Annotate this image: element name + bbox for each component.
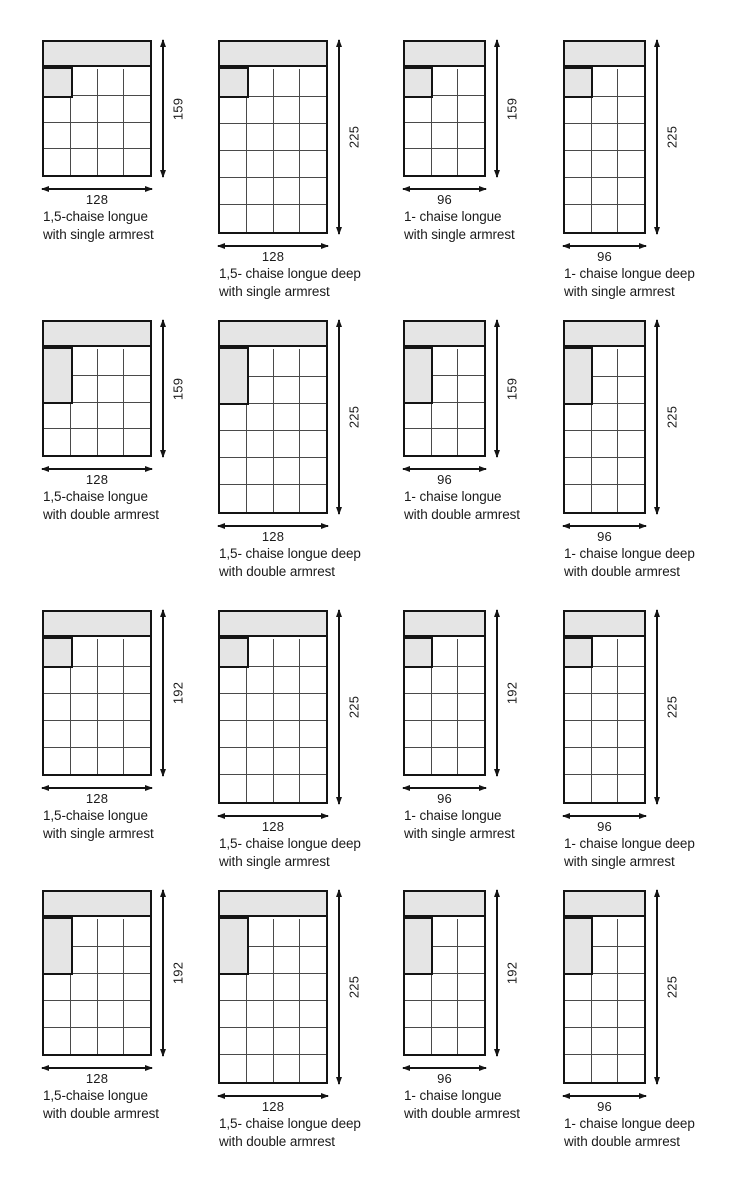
grid-line — [44, 148, 150, 149]
label-line-2: with double armrest — [43, 1105, 159, 1121]
backrest — [220, 612, 326, 637]
dimension-line — [218, 245, 328, 247]
diagram-label — [219, 835, 361, 870]
label-line-2: with single armrest — [564, 853, 675, 869]
dimension-line — [563, 815, 646, 817]
grid-line — [220, 457, 326, 458]
backrest — [405, 612, 484, 637]
armrest — [563, 67, 593, 98]
sofa-outline — [218, 40, 328, 234]
label-line-2: with single armrest — [404, 825, 515, 841]
height-dimension-arrow — [338, 890, 374, 1084]
dimension-line — [218, 525, 328, 527]
grid-line — [565, 720, 644, 721]
dimension-line — [496, 610, 498, 776]
grid-line — [405, 693, 484, 694]
backrest — [44, 892, 150, 917]
height-dimension-arrow — [656, 320, 692, 514]
dimension-line — [162, 320, 164, 457]
height-dimension-arrow — [162, 40, 198, 177]
grid-line — [220, 123, 326, 124]
armrest — [218, 347, 249, 405]
height-dimension-arrow — [338, 40, 374, 234]
width-value: 96 — [437, 790, 452, 806]
height-dimension-arrow — [496, 610, 532, 776]
width-dimension-arrow — [218, 1095, 328, 1114]
width-value: 96 — [597, 1098, 612, 1114]
dimension-line — [338, 40, 340, 234]
label-line-1: 1- chaise longue deep — [564, 1116, 695, 1131]
grid-line — [405, 148, 484, 149]
dimension-line — [496, 320, 498, 457]
grid-line — [405, 1027, 484, 1028]
sofa-plan-diagram — [403, 610, 520, 841]
label-line-2: with double armrest — [564, 1133, 680, 1149]
armrest — [403, 917, 433, 975]
grid-line — [220, 1000, 326, 1001]
armrest — [218, 917, 249, 975]
label-line-1: 1,5- chaise longue deep — [219, 266, 361, 281]
sofa-plan-diagram — [563, 610, 695, 869]
grid-line — [123, 639, 124, 774]
height-dimension-arrow — [496, 890, 532, 1056]
armrest — [42, 67, 73, 98]
dimension-line — [496, 890, 498, 1056]
width-value: 128 — [261, 528, 285, 544]
height-value: 192 — [504, 681, 520, 705]
diagram-label — [43, 807, 154, 842]
grid-line — [565, 177, 644, 178]
dimension-line — [162, 610, 164, 776]
grid-line — [44, 1027, 150, 1028]
grid-line — [220, 720, 326, 721]
width-value: 96 — [597, 528, 612, 544]
width-dimension-arrow — [403, 1067, 486, 1086]
height-dimension-arrow — [656, 40, 692, 234]
grid-line — [97, 919, 98, 1054]
width-value: 128 — [261, 818, 285, 834]
sofa-outline — [563, 610, 646, 804]
diagram-label — [43, 1087, 159, 1122]
diagram-label — [43, 488, 159, 523]
width-dimension-arrow — [42, 468, 152, 487]
label-line-2: with single armrest — [219, 853, 330, 869]
diagram-label — [404, 1087, 520, 1122]
height-value: 192 — [170, 681, 186, 705]
label-line-2: with double armrest — [404, 506, 520, 522]
width-dimension-arrow — [403, 188, 486, 207]
height-dimension-arrow — [656, 890, 692, 1084]
grid-line — [220, 204, 326, 205]
grid-line — [565, 1000, 644, 1001]
label-line-1: 1,5- chaise longue deep — [219, 1116, 361, 1131]
label-line-2: with double armrest — [219, 1133, 335, 1149]
armrest — [403, 637, 433, 668]
label-line-1: 1- chaise longue deep — [564, 266, 695, 281]
grid-line — [457, 639, 458, 774]
label-line-2: with single armrest — [43, 226, 154, 242]
grid-line — [565, 1027, 644, 1028]
sofa-plan-diagram — [42, 610, 186, 841]
sofa-plan-diagram — [218, 320, 362, 579]
sofa-plan-diagram — [218, 890, 362, 1149]
diagram-label — [404, 208, 515, 243]
width-dimension-arrow — [563, 245, 646, 264]
sofa-outline — [218, 890, 328, 1084]
height-value: 225 — [346, 695, 362, 719]
width-dimension-arrow — [218, 245, 328, 264]
label-line-2: with double armrest — [564, 563, 680, 579]
dimension-line — [42, 468, 152, 470]
dimension-line — [656, 610, 658, 804]
armrest — [42, 637, 73, 668]
sofa-plan-diagram — [403, 890, 520, 1121]
dimension-line — [656, 890, 658, 1084]
height-value: 159 — [504, 97, 520, 120]
grid-line — [220, 484, 326, 485]
dimension-line — [162, 890, 164, 1056]
height-value: 225 — [346, 405, 362, 429]
sofa-outline — [403, 610, 486, 776]
grid-line — [565, 1054, 644, 1055]
dimension-line — [403, 787, 486, 789]
height-value: 225 — [664, 695, 680, 719]
sofa-plan-diagram — [218, 40, 362, 299]
label-line-1: 1,5-chaise longue — [43, 1088, 148, 1103]
dimension-line — [496, 40, 498, 177]
grid-line — [565, 204, 644, 205]
dimension-line — [42, 787, 152, 789]
height-dimension-arrow — [496, 40, 532, 177]
backrest — [565, 322, 644, 347]
width-value: 128 — [85, 471, 109, 487]
width-value: 96 — [437, 191, 452, 207]
label-line-2: with double armrest — [219, 563, 335, 579]
backrest — [220, 322, 326, 347]
grid-line — [565, 484, 644, 485]
width-value: 128 — [85, 1070, 109, 1086]
dimension-line — [42, 1067, 152, 1069]
label-line-2: with single armrest — [404, 226, 515, 242]
label-line-1: 1- chaise longue — [404, 808, 502, 823]
dimension-line — [563, 525, 646, 527]
height-dimension-arrow — [338, 610, 374, 804]
height-dimension-arrow — [338, 320, 374, 514]
grid-line — [405, 747, 484, 748]
width-dimension-arrow — [403, 787, 486, 806]
grid-line — [220, 1027, 326, 1028]
label-line-1: 1,5-chaise longue — [43, 489, 148, 504]
width-value: 128 — [85, 790, 109, 806]
height-value: 225 — [346, 125, 362, 149]
grid-line — [44, 693, 150, 694]
grid-line — [405, 720, 484, 721]
backrest — [220, 42, 326, 67]
label-line-2: with single armrest — [564, 283, 675, 299]
width-dimension-arrow — [42, 1067, 152, 1086]
backrest — [44, 322, 150, 347]
label-line-1: 1- chaise longue — [404, 209, 502, 224]
diagram-label — [404, 807, 515, 842]
backrest — [405, 42, 484, 67]
grid-line — [220, 150, 326, 151]
grid-line — [405, 1000, 484, 1001]
dimension-line — [218, 1095, 328, 1097]
grid-line — [220, 177, 326, 178]
backrest — [565, 42, 644, 67]
grid-line — [220, 747, 326, 748]
width-dimension-arrow — [218, 525, 328, 544]
width-value: 96 — [597, 248, 612, 264]
dimension-line — [162, 40, 164, 177]
grid-line — [565, 123, 644, 124]
sofa-plan-diagram — [563, 890, 695, 1149]
dimension-line — [403, 188, 486, 190]
backrest — [565, 612, 644, 637]
backrest — [565, 892, 644, 917]
armrest — [563, 347, 593, 405]
height-value: 159 — [504, 377, 520, 400]
grid-line — [220, 430, 326, 431]
width-dimension-arrow — [563, 525, 646, 544]
sofa-outline — [403, 320, 486, 457]
sofa-plan-diagram — [563, 320, 695, 579]
dimension-line — [403, 1067, 486, 1069]
label-line-1: 1,5-chaise longue — [43, 209, 148, 224]
height-value: 225 — [346, 975, 362, 999]
grid-line — [405, 428, 484, 429]
diagram-label — [564, 545, 695, 580]
width-value: 96 — [437, 471, 452, 487]
height-value: 225 — [664, 125, 680, 149]
dimension-line — [218, 815, 328, 817]
diagram-label — [564, 835, 695, 870]
label-line-2: with double armrest — [43, 506, 159, 522]
label-line-2: with single armrest — [43, 825, 154, 841]
backrest — [44, 42, 150, 67]
armrest — [403, 67, 433, 98]
sofa-plan-diagram — [563, 40, 695, 299]
armrest — [403, 347, 433, 404]
armrest — [218, 67, 249, 98]
sofa-plan-diagram — [403, 40, 520, 242]
grid-line — [220, 774, 326, 775]
sofa-outline — [563, 320, 646, 514]
width-dimension-arrow — [563, 815, 646, 834]
grid-line — [44, 720, 150, 721]
height-dimension-arrow — [162, 320, 198, 457]
armrest — [42, 347, 73, 404]
grid-line — [44, 1000, 150, 1001]
width-value: 128 — [261, 1098, 285, 1114]
grid-line — [123, 919, 124, 1054]
grid-line — [44, 428, 150, 429]
backrest — [220, 892, 326, 917]
grid-line — [565, 457, 644, 458]
label-line-1: 1- chaise longue deep — [564, 836, 695, 851]
width-dimension-arrow — [563, 1095, 646, 1114]
height-value: 192 — [504, 961, 520, 985]
dimension-line — [656, 320, 658, 514]
label-line-1: 1,5- chaise longue deep — [219, 546, 361, 561]
sofa-outline — [218, 610, 328, 804]
grid-line — [565, 747, 644, 748]
height-value: 159 — [170, 377, 186, 400]
sofa-outline — [42, 40, 152, 177]
diagram-label — [219, 265, 361, 300]
width-value: 128 — [85, 191, 109, 207]
height-value: 225 — [664, 405, 680, 429]
sofa-outline — [403, 890, 486, 1056]
width-dimension-arrow — [42, 787, 152, 806]
sofa-outline — [218, 320, 328, 514]
width-dimension-arrow — [218, 815, 328, 834]
height-value: 192 — [170, 961, 186, 985]
label-line-1: 1,5- chaise longue deep — [219, 836, 361, 851]
width-value: 96 — [437, 1070, 452, 1086]
sofa-plan-diagram — [403, 320, 520, 522]
sofa-outline — [403, 40, 486, 177]
grid-line — [44, 122, 150, 123]
label-line-1: 1,5-chaise longue — [43, 808, 148, 823]
height-dimension-arrow — [656, 610, 692, 804]
label-line-2: with single armrest — [219, 283, 330, 299]
diagram-label — [43, 208, 154, 243]
diagram-label — [219, 545, 361, 580]
diagram-label — [564, 265, 695, 300]
label-line-2: with double armrest — [404, 1105, 520, 1121]
label-line-1: 1- chaise longue — [404, 1088, 502, 1103]
sofa-outline — [42, 610, 152, 776]
dimension-line — [338, 890, 340, 1084]
dimension-line — [403, 468, 486, 470]
sofa-plan-diagram — [42, 320, 186, 522]
grid-line — [457, 919, 458, 1054]
sofa-plan-diagram — [42, 40, 186, 242]
grid-line — [565, 693, 644, 694]
dimension-line — [42, 188, 152, 190]
label-line-1: 1- chaise longue — [404, 489, 502, 504]
sofa-plan-diagram — [218, 610, 362, 869]
dimension-line — [656, 40, 658, 234]
width-value: 128 — [261, 248, 285, 264]
width-value: 96 — [597, 818, 612, 834]
sofa-outline — [563, 40, 646, 234]
backrest — [405, 322, 484, 347]
dimension-line — [563, 245, 646, 247]
height-dimension-arrow — [162, 610, 198, 776]
height-dimension-arrow — [162, 890, 198, 1056]
armrest — [42, 917, 73, 975]
height-dimension-arrow — [496, 320, 532, 457]
dimension-line — [338, 610, 340, 804]
dimension-line — [338, 320, 340, 514]
grid-line — [405, 122, 484, 123]
dimension-line — [563, 1095, 646, 1097]
grid-line — [44, 747, 150, 748]
sofa-outline — [42, 320, 152, 457]
width-dimension-arrow — [403, 468, 486, 487]
backrest — [405, 892, 484, 917]
grid-line — [220, 1054, 326, 1055]
diagram-label — [564, 1115, 695, 1150]
sofa-plan-diagram — [42, 890, 186, 1121]
grid-line — [220, 693, 326, 694]
grid-line — [565, 430, 644, 431]
sofa-outline — [42, 890, 152, 1056]
grid-line — [565, 774, 644, 775]
diagram-label — [404, 488, 520, 523]
backrest — [44, 612, 150, 637]
height-value: 159 — [170, 97, 186, 120]
label-line-1: 1- chaise longue deep — [564, 546, 695, 561]
armrest — [218, 637, 249, 668]
armrest — [563, 917, 593, 975]
diagram-label — [219, 1115, 361, 1150]
armrest — [563, 637, 593, 668]
grid-line — [565, 150, 644, 151]
height-value: 225 — [664, 975, 680, 999]
sofa-outline — [563, 890, 646, 1084]
grid-line — [97, 639, 98, 774]
width-dimension-arrow — [42, 188, 152, 207]
